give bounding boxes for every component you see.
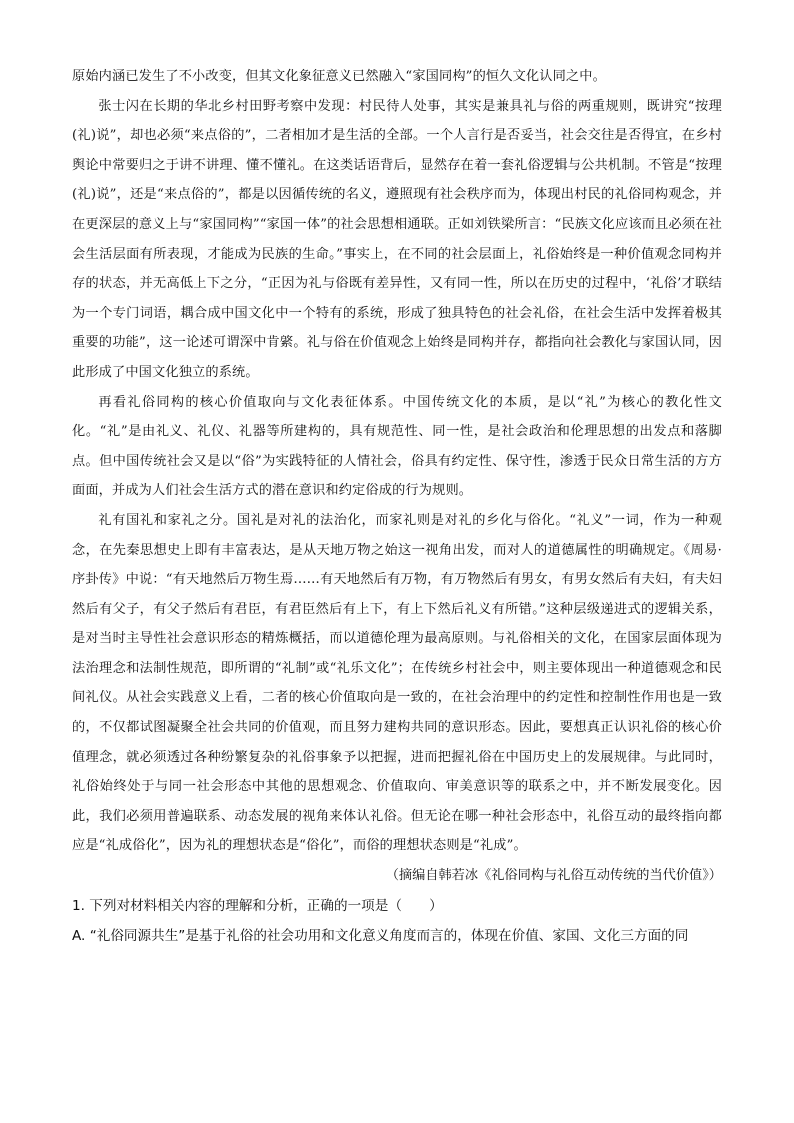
paragraph-continued: 原始内涵已发生了不小改变，但其文化象征意义已然融入“家国同构”的恒久文化认同之中。 — [72, 69, 606, 84]
paragraph-zhang-shishan: 张士闪在长期的华北乡村田野考察中发现：村民待人处事，其实是兼具礼与俗的两重规则，既讲究“按理(礼)说”，却也必须“来点俗的”，二者相加才是生活的全部。一个人言行是否妥当，社会交往是否得宜，在乡村舆论中常要归之于讲不讲理、懂不懂礼。在这类话语背后，显然存在着一套礼俗逻辑与公共机制。不管是“按理(礼)说”，还是“来点俗的”，都是以因循传统的名义，遵照现有社会秩序而为，体现出村民的礼俗同构观念，并在更深层的意义上与“家国同构”“家国一体”的社会思想相通联。正如刘铁梁所言：“民族文化应该而且必须在社会生活层面有所表现，才能成为民族的生命。”事实上，在不同的社会层面上，礼俗始终是一种价值观念同构并存的状态，并无高低上下之分，“正因为礼与俗既有差异性，又有同一性，所以在历史的过程中，‘礼俗’才联结为一个专门词语，耦合成中国文化中一个特有的系统，形成了独具特色的社会礼俗，在社会生活中发挥着极其重要的功能”，这一论述可谓深中肯綮。礼与俗在价值观念上始终是同构并存，都指向社会教化与家国认同，因此形成了中国文化独立的系统。 — [72, 98, 722, 380]
question-stem: 1. 下列对材料相关内容的理解和分析，正确的一项是（ ） — [72, 897, 443, 914]
paragraph-state-family-rites: 礼有国礼和家礼之分。国礼是对礼的法治化，而家礼则是对礼的乡化与俗化。“礼义”一词，作为一种观念，在先秦思想史上即有丰富表达，是从天地万物之始这一视角出发，而对人的道德属性的明确规定。《周易·序卦传》中说：“有天地然后万物生焉……有天地然后有万物，有万物然后有男女，有男女然后有夫妇，有夫妇然后有父子，有父子然后有君臣，有君臣然后有上下，有上下然后礼义有所错。”这种层级递进式的逻辑关系，是对当时主导性社会意识形态的精炼概括，而以道德伦理为最高原则。与礼俗相关的文化，在国家层面体现为法治理念和法制性规范，即所谓的“礼制”或“礼乐文化”；在传统乡村社会中，则主要体现出一种道德观念和民间礼仪。从社会实践意义上看，二者的核心价值取向是一致的，在社会治理中的约定性和控制性作用也是一致的，不仅都试图凝聚全社会共同的价值观，而且努力建构共同的意识形态。因此，要想真正认识礼俗的核心价值理念，就必须透过各种纷繁复杂的礼俗事象予以把握，进而把握礼俗在中国历史上的发展规律。与此同时，礼俗始终处于与同一社会形态中其他的思想观念、价值取向、审美意识等的联系之中，并不断发展变化。因此，我们必须用普遍联系、动态发展的视角来体认礼俗。但无论在哪一种社会形态中，礼俗互动的最终指向都应是“礼成俗化”，因为礼的理想状态是“俗化”，而俗的理想状态则是“礼成”。 — [72, 512, 722, 854]
paragraph-core-value: 再看礼俗同构的核心价值取向与文化表征体系。中国传统文化的本质，是以“礼”为核心的教化性文化。“礼”是由礼义、礼仪、礼器等所建构的，具有规范性、同一性，是社会政治和伦理思想的出发点和落脚点。但中国传统社会又是以“俗”为实践特征的人情社会，俗具有约定性、保守性，渗透于民众日常生活的方方面面，并成为人们社会生活方式的潜在意识和约定俗成的行为规则。 — [72, 394, 722, 499]
option-a: A. “礼俗同源共生”是基于礼俗的社会功用和文化意义角度而言的，体现在价值、家国、文化三方面的同 — [72, 927, 689, 944]
source-citation: （摘编自韩若冰《礼俗同构与礼俗互动传统的当代价值》） — [385, 868, 722, 884]
